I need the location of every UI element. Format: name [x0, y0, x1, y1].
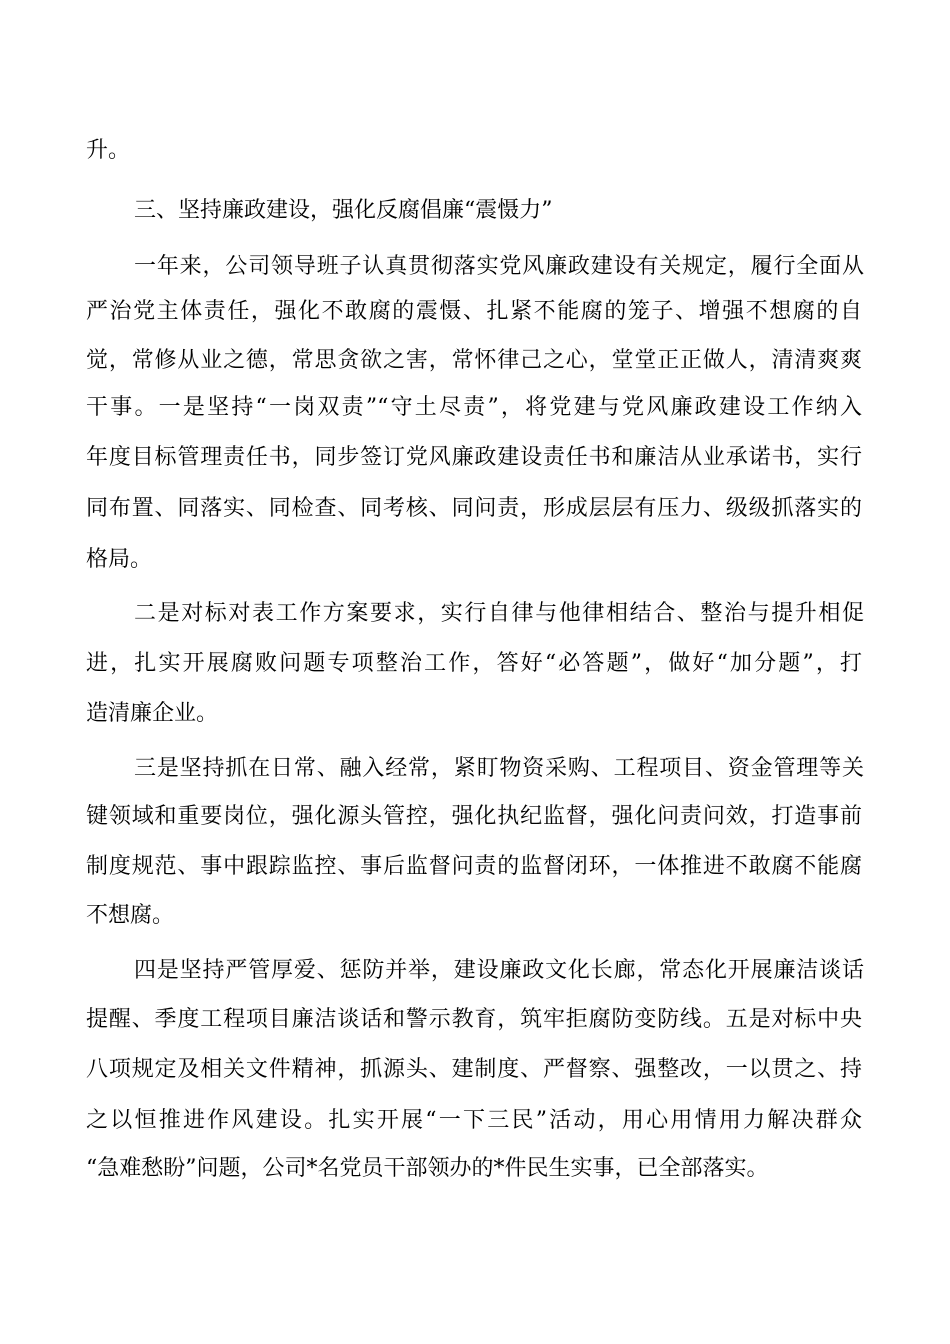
paragraph-line: 年度目标管理责任书，同步签订党风廉政建设责任书和廉洁从业承诺书，实行: [86, 445, 862, 470]
paragraph-line: 键领域和重要岗位，强化源头管控，强化执纪监督，强化问责问效，打造事前: [86, 804, 862, 829]
paragraph-line: 四是坚持严管厚爱、惩防并举，建设廉政文化长廊，常态化开展廉洁谈话: [134, 958, 864, 983]
paragraph-line: 八项规定及相关文件精神，抓源头、建制度、严督察、强整改，一以贯之、持: [86, 1057, 862, 1082]
paragraph-line: 提醒、季度工程项目廉洁谈话和警示教育，筑牢拒腐防变防线。五是对标中央: [86, 1007, 862, 1032]
paragraph-line: 严治党主体责任，强化不敢腐的震慑、扎紧不能腐的笼子、增强不想腐的自: [86, 299, 862, 324]
paragraph-line: 一年来，公司领导班子认真贯彻落实党风廉政建设有关规定，履行全面从: [134, 254, 864, 279]
paragraph-line: 同布置、同落实、同检查、同考核、同问责，形成层层有压力、级级抓落实的: [86, 496, 862, 521]
section-heading: 三、坚持廉政建设，强化反腐倡廉“震慑力”: [134, 198, 553, 223]
paragraph-line: 造清廉企业。: [86, 701, 219, 726]
paragraph-line: 二是对标对表工作方案要求，实行自律与他律相结合、整治与提升相促: [134, 601, 864, 626]
paragraph-line: 干事。一是坚持“一岗双责”“守土尽责”，将党建与党风廉政建设工作纳入: [86, 395, 862, 420]
paragraph-line: 制度规范、事中跟踪监控、事后监督问责的监督闭环，一体推进不敢腐不能腐: [86, 854, 862, 879]
paragraph-line: 不想腐。: [86, 903, 175, 928]
paragraph-line: “急难愁盼”问题，公司*名党员干部领办的*件民生实事，已全部落实。: [86, 1156, 769, 1181]
paragraph-line: 之以恒推进作风建设。扎实开展“一下三民”活动，用心用情用力解决群众: [86, 1108, 862, 1133]
paragraph-line: 三是坚持抓在日常、融入经常，紧盯物资采购、工程项目、资金管理等关: [134, 756, 864, 781]
paragraph-line: 进，扎实开展腐败问题专项整治工作，答好“必答题”，做好“加分题”，打: [86, 651, 862, 676]
paragraph-line: 觉，常修从业之德，常思贪欲之害，常怀律己之心，堂堂正正做人，清清爽爽: [86, 348, 862, 373]
paragraph-line: 格局。: [86, 547, 153, 572]
paragraph-line: 升。: [86, 138, 131, 163]
